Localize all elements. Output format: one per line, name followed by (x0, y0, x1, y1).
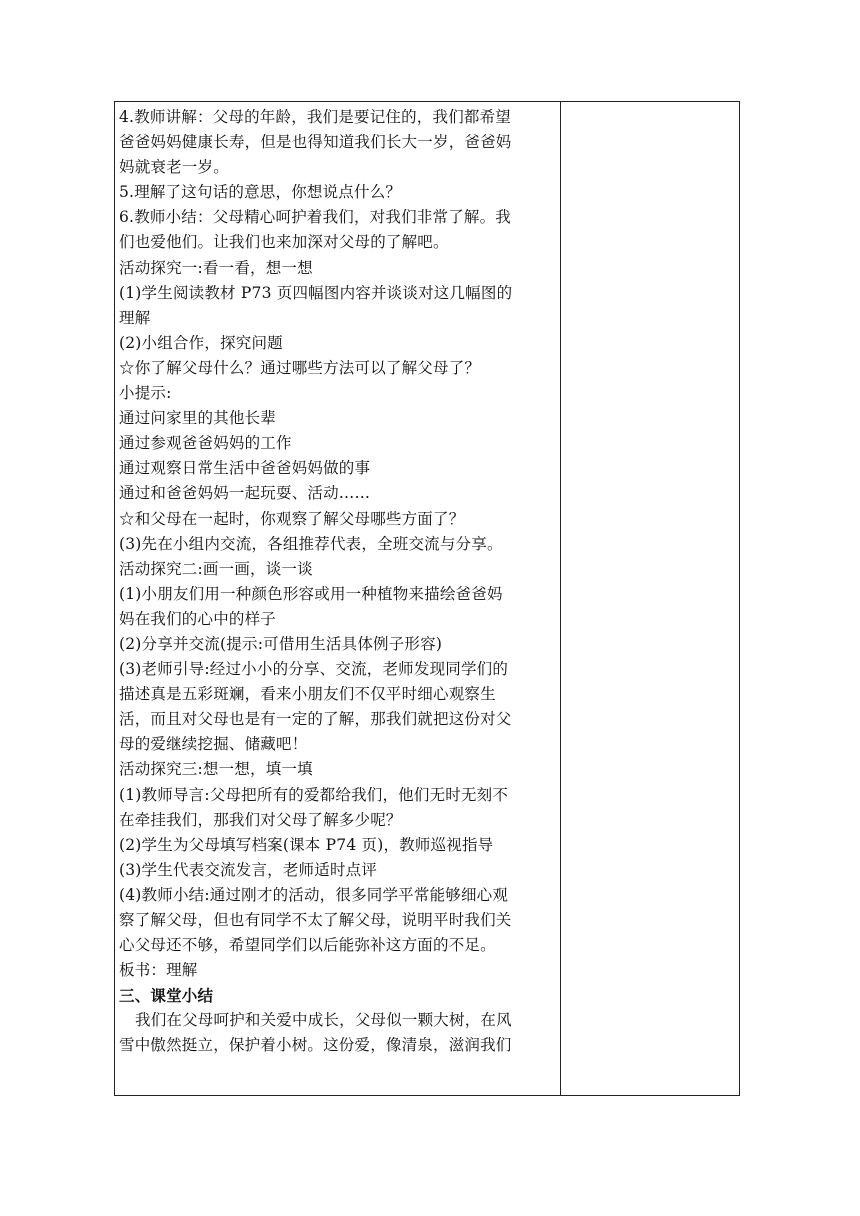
text-line: (2)小组合作，探究问题 (119, 333, 283, 352)
text-line: 通过和爸爸妈妈一起玩耍、活动…… (119, 484, 371, 503)
lesson-content-cell (119, 105, 555, 1059)
text-line: 小提示: (119, 384, 172, 403)
text-line: 板书：理解 (119, 961, 198, 980)
text-line: 活动探究二:画一画，谈一谈 (119, 559, 313, 578)
text-line: 6.教师小结：父母精心呵护着我们，对我们非常了解。我 (119, 208, 511, 227)
text-line: (1)教师导言:父母把所有的爱都给我们，他们无时无刻不 (119, 785, 509, 804)
text-line: (3)学生代表交流发言，老师适时点评 (119, 860, 378, 879)
text-line: (2)分享并交流(提示:可借用生活具体例子形容) (119, 634, 443, 653)
text-line: 心父母还不够，希望同学们以后能弥补这方面的不足。 (119, 936, 496, 955)
text-line: (2)学生为父母填写档案(课本 P74 页)，教师巡视指导 (119, 835, 494, 854)
text-line: (4)教师小结:通过刚才的活动，很多同学平常能够细心观 (119, 885, 509, 904)
text-line: 活动探究三:想一想，填一填 (119, 760, 313, 779)
text-line: 妈在我们的心中的样子 (119, 609, 277, 628)
text-line: 在牵挂我们，那我们对父母了解多少呢？ (119, 810, 402, 829)
lesson-plan-table (114, 101, 740, 1096)
text-line: ☆和父母在一起时，你观察了解父母哪些方面了？ (119, 509, 465, 528)
text-line: 爸爸妈妈健康长寿，但是也得知道我们长大一岁，爸爸妈 (119, 133, 512, 152)
text-line: ☆你了解父母什么？通过哪些方法可以了解父母了？ (119, 358, 481, 377)
text-line: 活动探究一:看一看，想一想 (119, 258, 313, 277)
text-line: 通过参观爸爸妈妈的工作 (119, 434, 292, 453)
text-line: 理解 (119, 308, 151, 327)
text-line: 通过观察日常生活中爸爸妈妈做的事 (119, 459, 371, 478)
text-line: 通过问家里的其他长辈 (119, 409, 277, 428)
text-line: 4.教师讲解：父母的年龄，我们是要记住的，我们都希望 (119, 108, 511, 126)
text-line: 妈就衰老一岁。 (119, 158, 229, 177)
text-line: 活，而且对父母也是有一定的了解，那我们就把这份对父 (119, 710, 512, 729)
notes-cell (561, 102, 739, 1095)
text-line: 5.理解了这句话的意思，你想说点什么？ (119, 183, 402, 202)
text-line: (1)学生阅读教材 P73 页四幅图内容并谈谈对这几幅图的 (119, 283, 513, 302)
text-line: (3)老师引导:经过小小的分享、交流，老师发现同学们的 (119, 660, 509, 679)
text-line: 察了解父母，但也有同学不太了解父母，说明平时我们关 (119, 911, 512, 929)
text-line: 我们在父母呵护和关爱中成长，父母似一颗大树，在风 (135, 1011, 512, 1030)
text-line: (3)先在小组内交流，各组推荐代表，全班交流与分享。 (119, 534, 503, 553)
section-heading: 三、课堂小结 (119, 986, 214, 1006)
text-line: 雪中傲然挺立，保护着小树。这份爱，像清泉，滋润我们 (119, 1036, 512, 1055)
text-line: 们也爱他们。让我们也来加深对父母的了解吧。 (119, 233, 449, 252)
text-line: 母的爱继续挖掘、储藏吧！ (119, 735, 308, 754)
text-line: (1)小朋友们用一种颜色形容或用一种植物来描绘爸爸妈 (119, 584, 503, 603)
text-line: 描述真是五彩斑斓，看来小朋友们不仅平时细心观察生 (119, 685, 496, 704)
